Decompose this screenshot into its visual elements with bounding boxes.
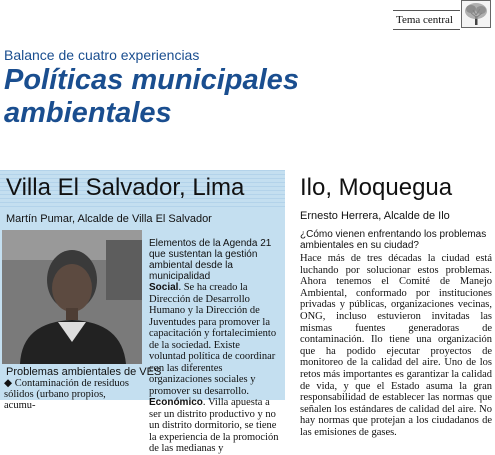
left-body: [149, 238, 279, 455]
economic-paragraph: [149, 397, 279, 455]
section-tag: Tema central: [393, 10, 460, 30]
tree-icon: [461, 0, 491, 28]
left-intro: Elementos de la Agenda 21 que sustentan la gestión ambiental desde la municipalidad: [149, 238, 272, 282]
problems-list-item: [4, 378, 139, 411]
interview-question: ¿Cómo vienen enfrentando los problemas ambientales en su ciudad?: [300, 229, 487, 251]
left-section-title: Villa El Salvador, Lima: [6, 174, 245, 201]
economic-label: Económico: [149, 397, 203, 408]
problems-box-title: Problemas ambientales de VES: [6, 366, 162, 378]
diamond-bullet-icon: ◆: [4, 378, 13, 389]
economic-text: . Villa apuesta a ser un distrito productivo y no un distrito dormitorio, se tiene la experiencia de la promoción de las medianas y: [149, 397, 279, 454]
bullet-text: Contaminación de residuos sólidos (urbano propios, acumu-: [4, 378, 130, 411]
mayor-photo: [2, 230, 142, 364]
headline-line-1: Políticas municipales: [4, 64, 299, 96]
headline-line-2: ambientales: [4, 97, 172, 129]
page-header: [0, 0, 495, 28]
right-author: Ernesto Herrera, Alcalde de Ilo: [300, 210, 450, 222]
left-author: Martín Pumar, Alcalde de Villa El Salvador: [6, 213, 212, 225]
right-section-title: Ilo, Moquegua: [300, 174, 453, 201]
article-kicker: Balance de cuatro experiencias: [4, 47, 200, 63]
social-paragraph: [149, 282, 279, 397]
right-body: Hace más de tres décadas la ciudad está luchando por solucionar estos problemas. Ahora tenemos el Comité de Manejo Ambiental, conformado por instituciones privadas y públicas, organizaciones vecinas, ONG, incluso estuvieron invitadas las mismas fuentes generadoras de contaminación. Ilo tiene una organización que ha podido ejecutar proyectos de monitoreo de la calidad del aire. Uno de los retos más importantes es garantizar la calidad de vida, y que el Estado asuma la gran responsabilidad de establecer las normas que señalen los estándares de calidad del aire. No hay normas que protejan a los ciudadanos de las emisiones de gases.: [300, 253, 492, 438]
social-label: Social: [149, 282, 179, 293]
article-headline: [4, 64, 484, 130]
social-text: . Se ha creado la Dirección de Desarrollo Humano y la Dirección de Juventudes para promover la capacitación y fortalecimiento de la sociedad. Existe voluntad política de coordinar con las diferentes organizaciones sociales y promover su desarrollo.: [149, 282, 277, 397]
